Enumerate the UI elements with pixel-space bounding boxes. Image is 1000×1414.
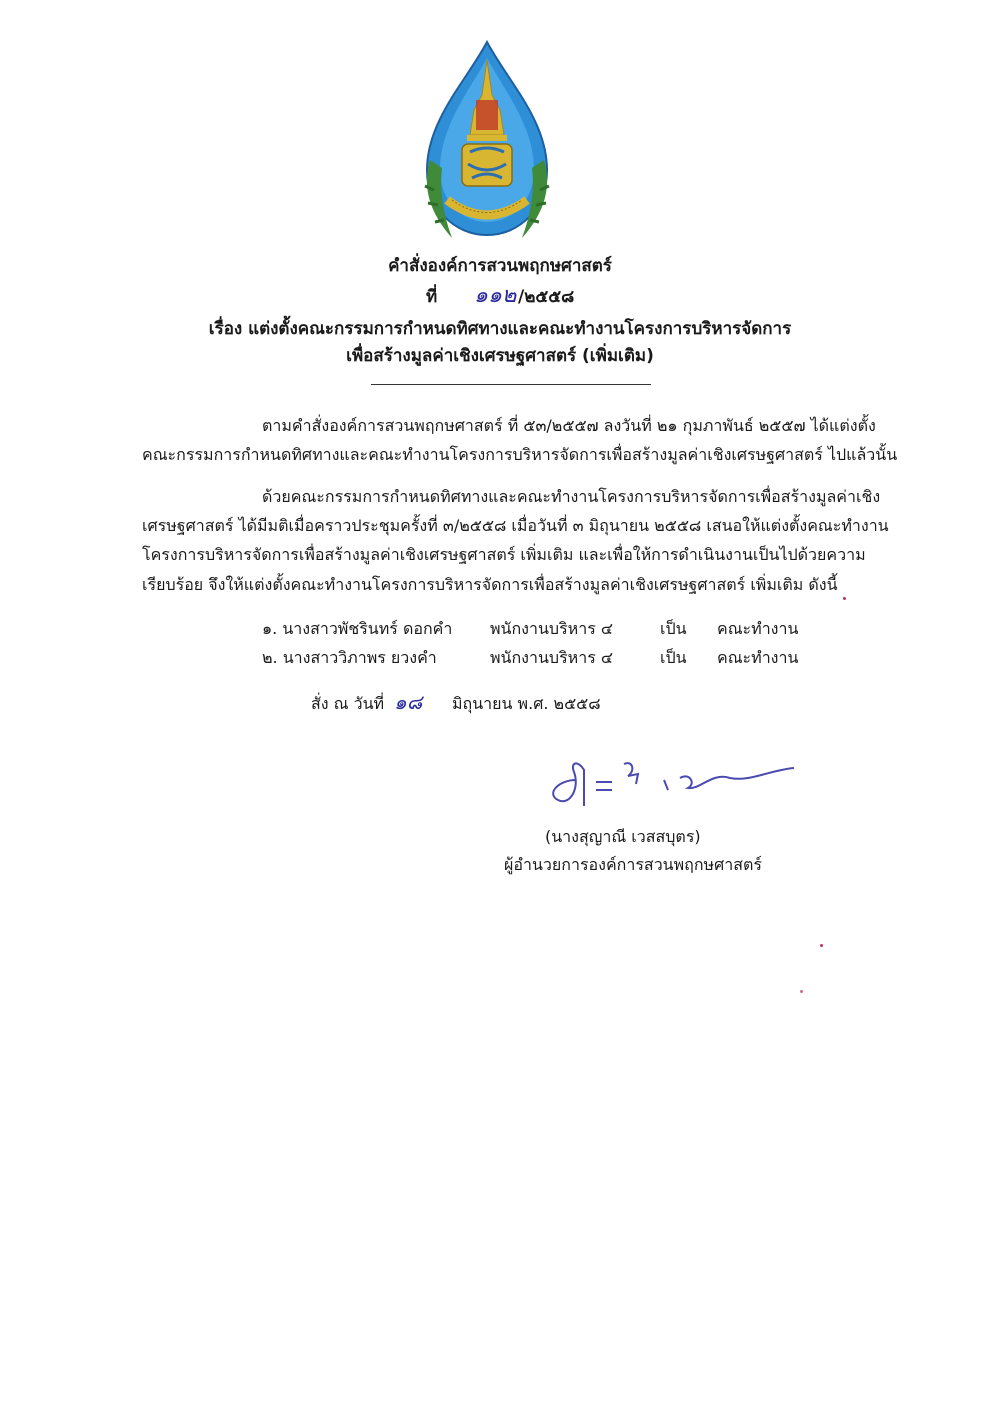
member-name: ๒. นางสาววิภาพร ยวงคำ xyxy=(262,648,437,667)
member-role: คณะทำงาน xyxy=(717,619,799,638)
order-number-handwritten: ๑๑๒ xyxy=(474,283,517,308)
member-role: คณะทำงาน xyxy=(717,648,799,667)
given-day-handwritten: ๑๘ xyxy=(394,690,423,714)
ink-speck xyxy=(820,944,823,947)
order-number-label: ที่ xyxy=(426,287,438,307)
paragraph-2-line: โครงการบริหารจัดการเพื่อสร้างมูลค่าเชิงเศรษฐศาสตร์ เพิ่มเติม และเพื่อให้การดำเนินงานเป็นไปด้วยความ xyxy=(142,545,866,564)
order-title: คำสั่งองค์การสวนพฤกษศาสตร์ xyxy=(388,256,612,276)
header-divider xyxy=(371,384,651,385)
paragraph-2-line: เรียบร้อย จึงให้แต่งตั้งคณะทำงานโครงการบริหารจัดการเพื่อสร้างมูลค่าเชิงเศรษฐศาสตร์ เพิ่มเติม ดังนี้ xyxy=(142,575,838,594)
member-be: เป็น xyxy=(660,648,687,667)
member-position: พนักงานบริหาร ๔ xyxy=(490,619,613,638)
organization-logo xyxy=(412,40,562,255)
subject-line-2: เพื่อสร้างมูลค่าเชิงเศรษฐศาสตร์ (เพิ่มเติม) xyxy=(346,346,654,366)
handwritten-signature xyxy=(540,750,800,810)
member-position: พนักงานบริหาร ๔ xyxy=(490,648,613,667)
given-date-label: สั่ง ณ วันที่ xyxy=(311,694,385,713)
member-name: ๑. นางสาวพัชรินทร์ ดอกคำ xyxy=(262,619,453,638)
member-be: เป็น xyxy=(660,619,687,638)
ink-speck xyxy=(800,990,803,993)
paragraph-2-line: ด้วยคณะกรรมการกำหนดทิศทางและคณะทำงานโครงการบริหารจัดการเพื่อสร้างมูลค่าเชิง xyxy=(262,487,881,506)
ink-speck xyxy=(843,597,846,600)
signatory-name: (นางสุญาณี เวสสบุตร) xyxy=(545,827,701,846)
signatory-title: ผู้อำนวยการองค์การสวนพฤกษศาสตร์ xyxy=(504,855,762,874)
paragraph-2-line: เศรษฐศาสตร์ ได้มีมติเมื่อคราวประชุมครั้งที่ ๓/๒๕๕๘ เมื่อวันที่ ๓ มิถุนายน ๒๕๕๘ เสนอให้แต่งตั้งคณะทำงาน xyxy=(142,516,889,535)
given-month-year: มิถุนายน พ.ศ. ๒๕๕๘ xyxy=(452,694,601,713)
subject-line-1: เรื่อง แต่งตั้งคณะกรรมการกำหนดทิศทางและคณะทำงานโครงการบริหารจัดการ xyxy=(208,319,792,339)
paragraph-1-line: ตามคำสั่งองค์การสวนพฤกษศาสตร์ ที่ ๕๓/๒๕๕๗ ลงวันที่ ๒๑ กุมภาพันธ์ ๒๕๕๗ ได้แต่งตั้ง xyxy=(262,416,876,435)
order-number-year: /๒๕๕๘ xyxy=(518,287,575,307)
paragraph-1-line: คณะกรรมการกำหนดทิศทางและคณะทำงานโครงการบริหารจัดการเพื่อสร้างมูลค่าเชิงเศรษฐศาสตร์ ไปแล้วนั้น xyxy=(142,445,898,464)
